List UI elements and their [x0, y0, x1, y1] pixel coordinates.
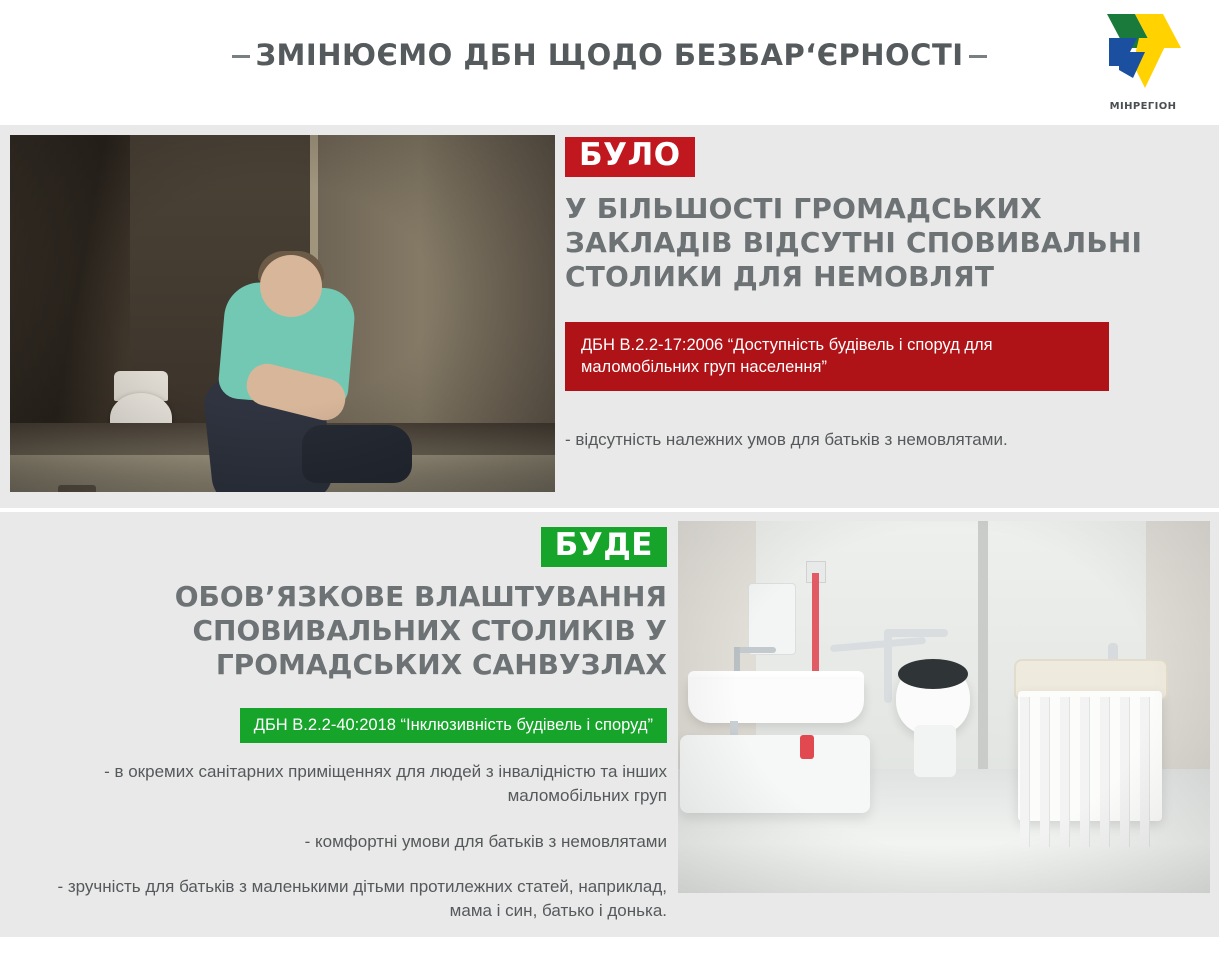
page-header: [0, 0, 1219, 125]
note-will: ДБН В.2.2-40:2018 “Інклюзивність будівель і споруд”: [240, 708, 667, 743]
page-title: ЗМІНЮЄМО ДБН ЩОДО БЕЗБАР‘ЄРНОСТІ: [255, 38, 964, 72]
bullet-will-3: - зручність для батьків з маленькими дітьми протилежних статей, наприклад, мама і син, батько і донька.: [57, 877, 667, 921]
minregion-logo: [1089, 8, 1197, 112]
note-was: ДБН В.2.2-17:2006 “Доступність будівель і споруд для маломобільних груп населення”: [565, 322, 1109, 391]
photo-will: [678, 521, 1210, 893]
badge-will: БУДЕ: [541, 527, 667, 567]
bullet-will-1: - в окремих санітарних приміщеннях для людей з інвалідністю та інших маломобільних груп: [104, 762, 667, 805]
bullet-was: - відсутність належних умов для батьків з немовлятами.: [565, 430, 1008, 449]
photo-was: [10, 135, 555, 492]
headline-will: ОБОВ’ЯЗКОВЕ ВЛАШТУВАННЯ СПОВИВАЛЬНИХ СТОЛИКІВ У ГРОМАДСЬКИХ САНВУЗЛАХ: [174, 580, 667, 682]
badge-was: БУЛО: [565, 137, 695, 177]
headline-was: У БІЛЬШОСТІ ГРОМАДСЬКИХ ЗАКЛАДІВ ВІДСУТНІ СПОВИВАЛЬНІ СТОЛИКИ ДЛЯ НЕМОВЛЯТ: [565, 192, 1143, 294]
bullet-will-2: - комфортні умови для батьків з немовлятами: [304, 831, 667, 851]
minregion-chevron-logo: [1089, 8, 1197, 96]
logo-caption: МІНРЕГІОН: [1109, 101, 1177, 112]
bullets-will: [19, 760, 667, 945]
bottom-strip: [0, 937, 1219, 965]
